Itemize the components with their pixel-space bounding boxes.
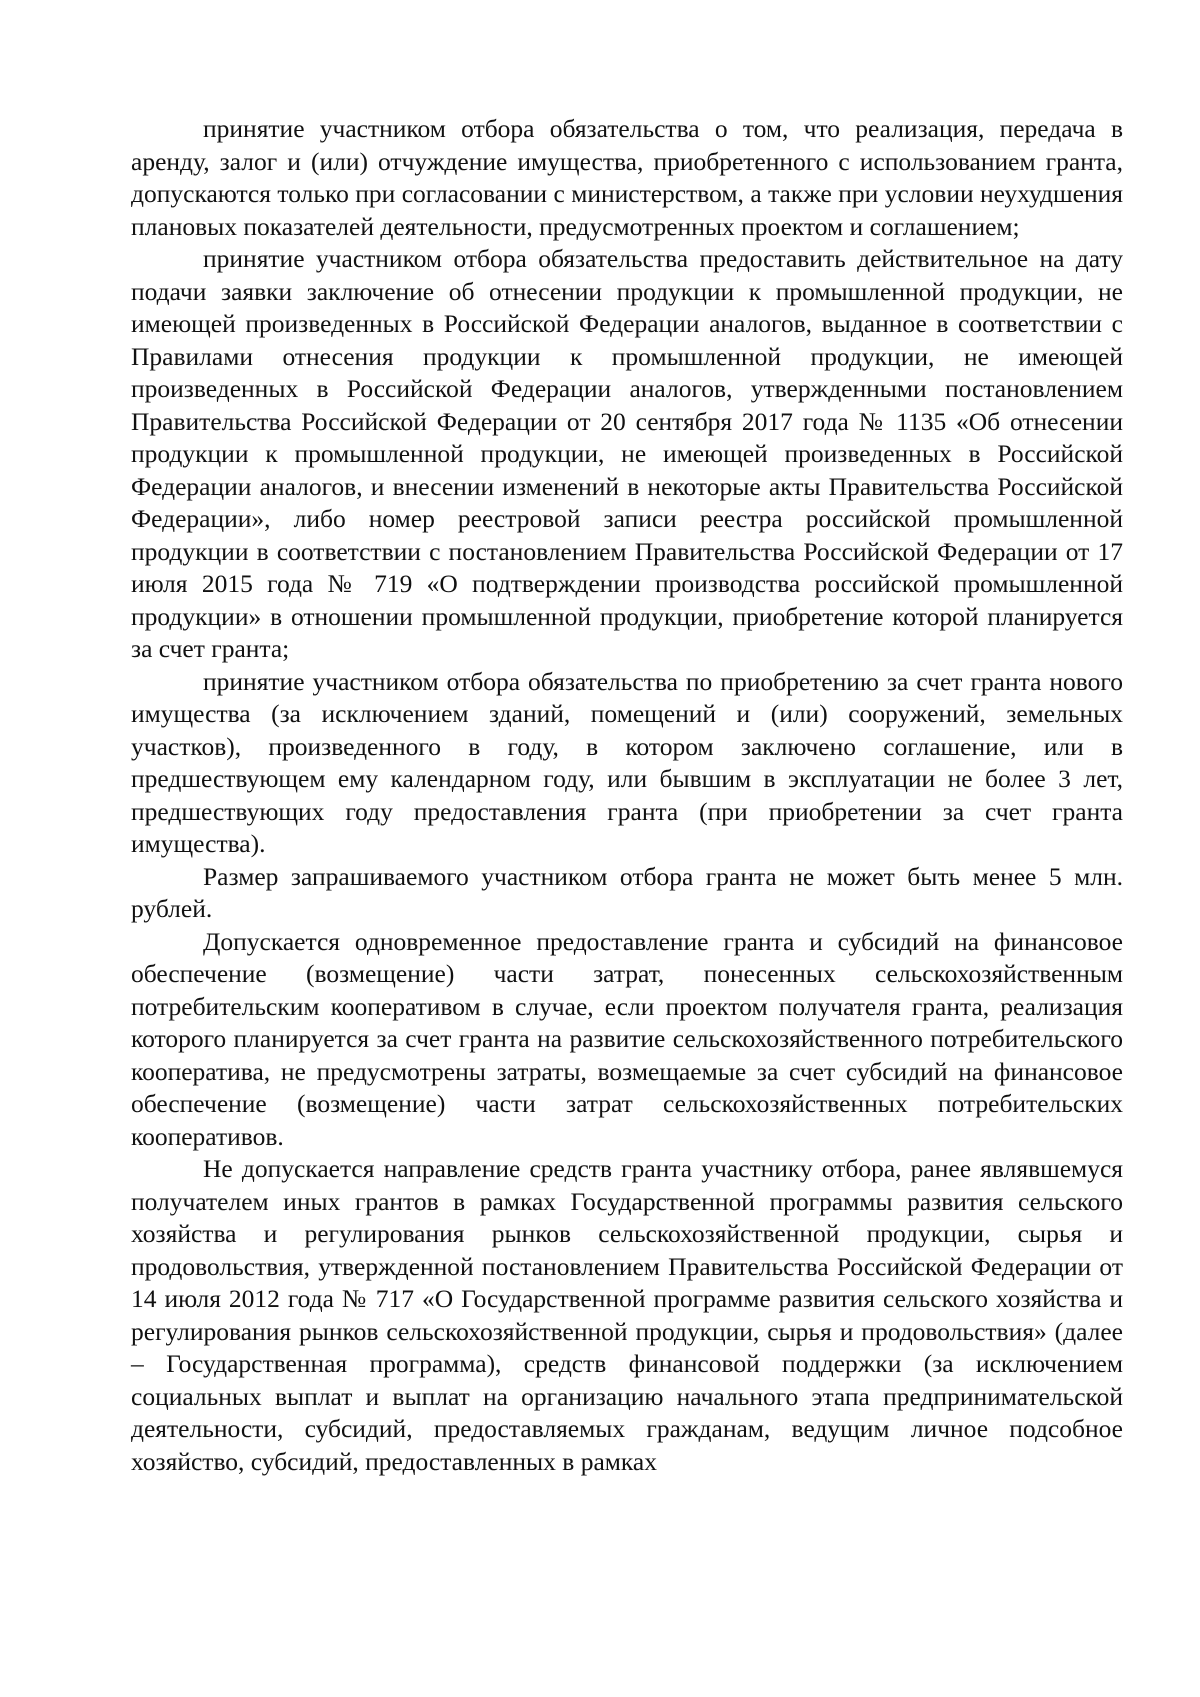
paragraph-obligation-new-property: принятие участником отбора обязательства по приобретению за счет гранта нового имущества (за исключением зданий, помещений и (или) сооружений, земельных участков), произведенного в году, в котором заключено соглашение, или в предшествующем ему календарном году, или бывшим в эксплуатации не более 3 лет, предшествующих году предоставления гранта (при приобретении за счет гранта имущества). xyxy=(131,666,1123,858)
document-body xyxy=(131,113,1123,1478)
paragraph-obligation-property: принятие участником отбора обязательства о том, что реализация, передача в аренду, залог и (или) отчуждение имущества, приобретенного с использованием гранта, допускаются только при согласовании с министерством, а также при условии неухудшения плановых показателей деятельности, предусмотренных проектом и соглашением; xyxy=(131,114,1123,241)
paragraph-obligation-conclusion: принятие участником отбора обязательства предоставить действительное на дату подачи заявки заключение об отнесении продукции к промышленной продукции, не имеющей произведенных в Российской Федерации аналогов, выданное в соответствии с Правилами отнесения продукции к промышленной продукции, не имеющей произведенных в Российской Федерации аналогов, утвержденными постановлением Правительства Российской Федерации от 20 сентября 2017 года № 1135 «Об отнесении продукции к промышленной продукции, не имеющей произведенных в Российской Федерации аналогов, и внесении изменений в некоторые акты Правительства Российской Федерации», либо номер реестровой записи реестра российской промышленной продукции в соответствии с постановлением Правительства Российской Федерации от 17 июля 2015 года № 719 «О подтверждении производства российской промышленной продукции» в отношении промышленной продукции, приобретение которой планируется за счет гранта; xyxy=(131,244,1123,663)
paragraph-grant-size: Размер запрашиваемого участником отбора гранта не может быть менее 5 млн. рублей. xyxy=(131,861,1123,923)
paragraph-not-allowed: Не допускается направление средств гранта участнику отбора, ранее являвшемуся получателем иных грантов в рамках Государственной программы развития сельского хозяйства и регулирования рынков сельскохозяйственной продукции, сырья и продовольствия, утвержденной постановлением Правительства Российской Федерации от 14 июля 2012 года № 717 «О Государственной программе развития сельского хозяйства и регулирования рынков сельскохозяйственной продукции, сырья и продовольствия» (далее – Государственная программа), средств финансовой поддержки (за исключением социальных выплат и выплат на организацию начального этапа предпринимательской деятельности, субсидий, предоставляемых гражданам, ведущим личное подсобное хозяйство, субсидий, предоставленных в рамках xyxy=(131,1154,1123,1476)
paragraph-simultaneous-grant: Допускается одновременное предоставление гранта и субсидий на финансовое обеспечение (возмещение) части затрат, понесенных сельскохозяйственным потребительским кооперативом в случае, если проектом получателя гранта, реализация которого планируется за счет гранта на развитие сельскохозяйственного потребительского кооператива, не предусмотрены затраты, возмещаемые за счет субсидий на финансовое обеспечение (возмещение) части затрат сельскохозяйственных потребительских кооперативов. xyxy=(131,926,1123,1151)
